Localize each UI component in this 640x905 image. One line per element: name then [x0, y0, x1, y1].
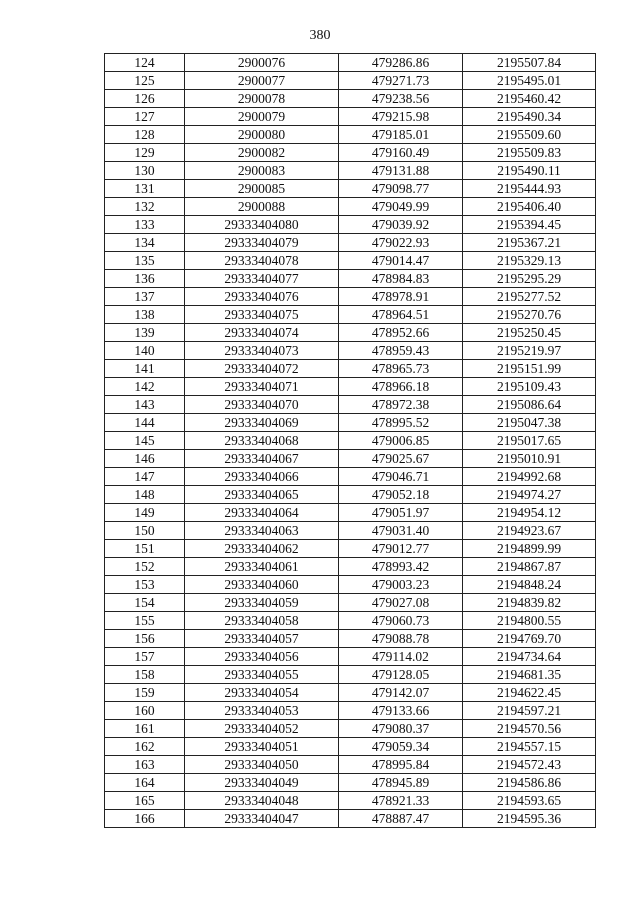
x-coordinate-cell: 479131.88 — [339, 162, 463, 180]
x-coordinate-cell: 479012.77 — [339, 540, 463, 558]
row-index-cell: 147 — [105, 468, 185, 486]
coordinates-table — [104, 53, 596, 828]
x-coordinate-cell: 479185.01 — [339, 126, 463, 144]
y-coordinate-cell: 2194923.67 — [463, 522, 596, 540]
row-index-cell: 145 — [105, 432, 185, 450]
point-id-cell: 29333404064 — [185, 504, 339, 522]
row-index-cell: 164 — [105, 774, 185, 792]
y-coordinate-cell: 2195444.93 — [463, 180, 596, 198]
row-index-cell: 154 — [105, 594, 185, 612]
y-coordinate-cell: 2195509.60 — [463, 126, 596, 144]
table-row — [105, 108, 596, 126]
x-coordinate-cell: 478887.47 — [339, 810, 463, 828]
table-row — [105, 252, 596, 270]
x-coordinate-cell: 478984.83 — [339, 270, 463, 288]
point-id-cell: 29333404057 — [185, 630, 339, 648]
table-row — [105, 720, 596, 738]
row-index-cell: 156 — [105, 630, 185, 648]
row-index-cell: 149 — [105, 504, 185, 522]
row-index-cell: 142 — [105, 378, 185, 396]
x-coordinate-cell: 479014.47 — [339, 252, 463, 270]
y-coordinate-cell: 2195490.34 — [463, 108, 596, 126]
point-id-cell: 2900088 — [185, 198, 339, 216]
table-row — [105, 450, 596, 468]
table-row — [105, 270, 596, 288]
x-coordinate-cell: 478952.66 — [339, 324, 463, 342]
y-coordinate-cell: 2194622.45 — [463, 684, 596, 702]
table-row — [105, 594, 596, 612]
y-coordinate-cell: 2194586.86 — [463, 774, 596, 792]
table-row — [105, 162, 596, 180]
x-coordinate-cell: 479286.86 — [339, 54, 463, 72]
y-coordinate-cell: 2195151.99 — [463, 360, 596, 378]
table-row — [105, 414, 596, 432]
table-row — [105, 216, 596, 234]
x-coordinate-cell: 479031.40 — [339, 522, 463, 540]
y-coordinate-cell: 2195250.45 — [463, 324, 596, 342]
y-coordinate-cell: 2194992.68 — [463, 468, 596, 486]
y-coordinate-cell: 2195495.01 — [463, 72, 596, 90]
x-coordinate-cell: 479027.08 — [339, 594, 463, 612]
table-row — [105, 792, 596, 810]
y-coordinate-cell: 2195086.64 — [463, 396, 596, 414]
table-row — [105, 540, 596, 558]
x-coordinate-cell: 479133.66 — [339, 702, 463, 720]
x-coordinate-cell: 479052.18 — [339, 486, 463, 504]
row-index-cell: 128 — [105, 126, 185, 144]
y-coordinate-cell: 2195509.83 — [463, 144, 596, 162]
row-index-cell: 139 — [105, 324, 185, 342]
table-row — [105, 54, 596, 72]
y-coordinate-cell: 2194867.87 — [463, 558, 596, 576]
y-coordinate-cell: 2194954.12 — [463, 504, 596, 522]
table-row — [105, 612, 596, 630]
table-row — [105, 756, 596, 774]
y-coordinate-cell: 2194899.99 — [463, 540, 596, 558]
y-coordinate-cell: 2194769.70 — [463, 630, 596, 648]
x-coordinate-cell: 478964.51 — [339, 306, 463, 324]
x-coordinate-cell: 478921.33 — [339, 792, 463, 810]
table-row — [105, 90, 596, 108]
point-id-cell: 29333404069 — [185, 414, 339, 432]
y-coordinate-cell: 2195367.21 — [463, 234, 596, 252]
point-id-cell: 29333404048 — [185, 792, 339, 810]
y-coordinate-cell: 2194557.15 — [463, 738, 596, 756]
table-row — [105, 288, 596, 306]
point-id-cell: 29333404066 — [185, 468, 339, 486]
table-row — [105, 180, 596, 198]
y-coordinate-cell: 2195507.84 — [463, 54, 596, 72]
y-coordinate-cell: 2194597.21 — [463, 702, 596, 720]
row-index-cell: 140 — [105, 342, 185, 360]
y-coordinate-cell: 2194681.35 — [463, 666, 596, 684]
table-row — [105, 342, 596, 360]
x-coordinate-cell: 479039.92 — [339, 216, 463, 234]
table-row — [105, 144, 596, 162]
y-coordinate-cell: 2194800.55 — [463, 612, 596, 630]
x-coordinate-cell: 479022.93 — [339, 234, 463, 252]
row-index-cell: 133 — [105, 216, 185, 234]
table-row — [105, 504, 596, 522]
table-row — [105, 522, 596, 540]
table-row — [105, 468, 596, 486]
row-index-cell: 151 — [105, 540, 185, 558]
point-id-cell: 29333404070 — [185, 396, 339, 414]
row-index-cell: 126 — [105, 90, 185, 108]
point-id-cell: 29333404072 — [185, 360, 339, 378]
table-row — [105, 396, 596, 414]
x-coordinate-cell: 479080.37 — [339, 720, 463, 738]
x-coordinate-cell: 478972.38 — [339, 396, 463, 414]
point-id-cell: 29333404060 — [185, 576, 339, 594]
row-index-cell: 135 — [105, 252, 185, 270]
x-coordinate-cell: 479006.85 — [339, 432, 463, 450]
point-id-cell: 2900083 — [185, 162, 339, 180]
table-row — [105, 72, 596, 90]
table-row — [105, 666, 596, 684]
table-body — [105, 54, 596, 828]
x-coordinate-cell: 478995.52 — [339, 414, 463, 432]
x-coordinate-cell: 479060.73 — [339, 612, 463, 630]
point-id-cell: 29333404061 — [185, 558, 339, 576]
row-index-cell: 159 — [105, 684, 185, 702]
row-index-cell: 137 — [105, 288, 185, 306]
point-id-cell: 29333404074 — [185, 324, 339, 342]
point-id-cell: 29333404065 — [185, 486, 339, 504]
point-id-cell: 29333404079 — [185, 234, 339, 252]
point-id-cell: 29333404056 — [185, 648, 339, 666]
row-index-cell: 132 — [105, 198, 185, 216]
row-index-cell: 160 — [105, 702, 185, 720]
point-id-cell: 29333404073 — [185, 342, 339, 360]
point-id-cell: 29333404076 — [185, 288, 339, 306]
point-id-cell: 2900082 — [185, 144, 339, 162]
y-coordinate-cell: 2195460.42 — [463, 90, 596, 108]
x-coordinate-cell: 479114.02 — [339, 648, 463, 666]
y-coordinate-cell: 2195270.76 — [463, 306, 596, 324]
x-coordinate-cell: 479049.99 — [339, 198, 463, 216]
x-coordinate-cell: 479051.97 — [339, 504, 463, 522]
row-index-cell: 153 — [105, 576, 185, 594]
point-id-cell: 2900076 — [185, 54, 339, 72]
row-index-cell: 157 — [105, 648, 185, 666]
point-id-cell: 2900077 — [185, 72, 339, 90]
row-index-cell: 127 — [105, 108, 185, 126]
y-coordinate-cell: 2194570.56 — [463, 720, 596, 738]
x-coordinate-cell: 479088.78 — [339, 630, 463, 648]
table-row — [105, 630, 596, 648]
y-coordinate-cell: 2194848.24 — [463, 576, 596, 594]
row-index-cell: 143 — [105, 396, 185, 414]
point-id-cell: 29333404052 — [185, 720, 339, 738]
x-coordinate-cell: 478959.43 — [339, 342, 463, 360]
table-row — [105, 576, 596, 594]
y-coordinate-cell: 2195406.40 — [463, 198, 596, 216]
x-coordinate-cell: 479238.56 — [339, 90, 463, 108]
x-coordinate-cell: 479160.49 — [339, 144, 463, 162]
x-coordinate-cell: 479215.98 — [339, 108, 463, 126]
y-coordinate-cell: 2194595.36 — [463, 810, 596, 828]
y-coordinate-cell: 2195010.91 — [463, 450, 596, 468]
row-index-cell: 134 — [105, 234, 185, 252]
x-coordinate-cell: 479128.05 — [339, 666, 463, 684]
y-coordinate-cell: 2195329.13 — [463, 252, 596, 270]
table-row — [105, 648, 596, 666]
table-row — [105, 486, 596, 504]
x-coordinate-cell: 479046.71 — [339, 468, 463, 486]
row-index-cell: 138 — [105, 306, 185, 324]
table-row — [105, 360, 596, 378]
row-index-cell: 163 — [105, 756, 185, 774]
y-coordinate-cell: 2195394.45 — [463, 216, 596, 234]
x-coordinate-cell: 479059.34 — [339, 738, 463, 756]
y-coordinate-cell: 2195219.97 — [463, 342, 596, 360]
row-index-cell: 162 — [105, 738, 185, 756]
row-index-cell: 166 — [105, 810, 185, 828]
y-coordinate-cell: 2195017.65 — [463, 432, 596, 450]
row-index-cell: 165 — [105, 792, 185, 810]
row-index-cell: 141 — [105, 360, 185, 378]
row-index-cell: 158 — [105, 666, 185, 684]
point-id-cell: 29333404047 — [185, 810, 339, 828]
page-number: 380 — [309, 28, 331, 43]
x-coordinate-cell: 478965.73 — [339, 360, 463, 378]
row-index-cell: 148 — [105, 486, 185, 504]
point-id-cell: 29333404050 — [185, 756, 339, 774]
table-row — [105, 810, 596, 828]
point-id-cell: 29333404067 — [185, 450, 339, 468]
table-row — [105, 684, 596, 702]
point-id-cell: 29333404078 — [185, 252, 339, 270]
x-coordinate-cell: 479003.23 — [339, 576, 463, 594]
y-coordinate-cell: 2195490.11 — [463, 162, 596, 180]
row-index-cell: 136 — [105, 270, 185, 288]
x-coordinate-cell: 478995.84 — [339, 756, 463, 774]
row-index-cell: 129 — [105, 144, 185, 162]
y-coordinate-cell: 2195109.43 — [463, 378, 596, 396]
point-id-cell: 29333404077 — [185, 270, 339, 288]
table-row — [105, 306, 596, 324]
y-coordinate-cell: 2194593.65 — [463, 792, 596, 810]
row-index-cell: 161 — [105, 720, 185, 738]
x-coordinate-cell: 478993.42 — [339, 558, 463, 576]
table-row — [105, 198, 596, 216]
point-id-cell: 29333404068 — [185, 432, 339, 450]
row-index-cell: 155 — [105, 612, 185, 630]
point-id-cell: 2900079 — [185, 108, 339, 126]
table-row — [105, 432, 596, 450]
point-id-cell: 2900078 — [185, 90, 339, 108]
y-coordinate-cell: 2194572.43 — [463, 756, 596, 774]
table-row — [105, 324, 596, 342]
point-id-cell: 29333404075 — [185, 306, 339, 324]
y-coordinate-cell: 2194734.64 — [463, 648, 596, 666]
table-row — [105, 234, 596, 252]
row-index-cell: 150 — [105, 522, 185, 540]
row-index-cell: 144 — [105, 414, 185, 432]
y-coordinate-cell: 2195277.52 — [463, 288, 596, 306]
y-coordinate-cell: 2194974.27 — [463, 486, 596, 504]
table-row — [105, 702, 596, 720]
point-id-cell: 29333404071 — [185, 378, 339, 396]
x-coordinate-cell: 479098.77 — [339, 180, 463, 198]
point-id-cell: 29333404055 — [185, 666, 339, 684]
x-coordinate-cell: 479142.07 — [339, 684, 463, 702]
row-index-cell: 124 — [105, 54, 185, 72]
row-index-cell: 152 — [105, 558, 185, 576]
y-coordinate-cell: 2194839.82 — [463, 594, 596, 612]
y-coordinate-cell: 2195047.38 — [463, 414, 596, 432]
point-id-cell: 2900080 — [185, 126, 339, 144]
point-id-cell: 29333404053 — [185, 702, 339, 720]
x-coordinate-cell: 478966.18 — [339, 378, 463, 396]
x-coordinate-cell: 479025.67 — [339, 450, 463, 468]
point-id-cell: 29333404063 — [185, 522, 339, 540]
x-coordinate-cell: 478978.91 — [339, 288, 463, 306]
row-index-cell: 146 — [105, 450, 185, 468]
table-row — [105, 774, 596, 792]
y-coordinate-cell: 2195295.29 — [463, 270, 596, 288]
point-id-cell: 29333404049 — [185, 774, 339, 792]
row-index-cell: 125 — [105, 72, 185, 90]
point-id-cell: 29333404080 — [185, 216, 339, 234]
table-row — [105, 126, 596, 144]
row-index-cell: 131 — [105, 180, 185, 198]
table-row — [105, 558, 596, 576]
point-id-cell: 29333404058 — [185, 612, 339, 630]
point-id-cell: 29333404062 — [185, 540, 339, 558]
point-id-cell: 29333404054 — [185, 684, 339, 702]
point-id-cell: 29333404059 — [185, 594, 339, 612]
table-row — [105, 738, 596, 756]
row-index-cell: 130 — [105, 162, 185, 180]
point-id-cell: 29333404051 — [185, 738, 339, 756]
x-coordinate-cell: 479271.73 — [339, 72, 463, 90]
x-coordinate-cell: 478945.89 — [339, 774, 463, 792]
point-id-cell: 2900085 — [185, 180, 339, 198]
table-row — [105, 378, 596, 396]
